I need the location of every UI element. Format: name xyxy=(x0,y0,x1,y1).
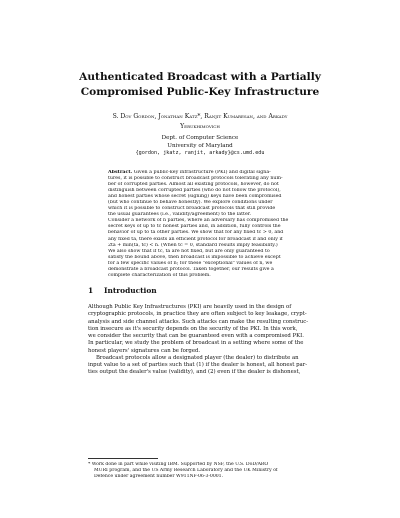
abstract-line: which it is possible to construct broadcast protocols that still provide xyxy=(108,206,276,212)
footnote-rule xyxy=(88,458,158,459)
affiliation-university: University of Maryland xyxy=(167,142,233,149)
abstract-line: secret keys of up to tc honest parties and, in addition, fully controls the xyxy=(108,224,281,230)
body-line: cryptographic protocols, in practice they are often subject to key leakage, crypt- xyxy=(88,311,307,318)
author-line: S. Dov Gordon, Jonathan Katz*, Ranjit Kumaresan, and Arkady xyxy=(112,113,288,120)
abstract-block xyxy=(108,170,296,279)
footnote xyxy=(88,462,316,481)
abstract-text: Given a public-key infrastructure (PKI) and digital signa- xyxy=(133,170,271,175)
abstract-line: Consider a network of n parties, where an adversary has compromised the xyxy=(108,218,289,224)
affiliation xyxy=(100,135,300,158)
abstract-line: behavior of up to ta other parties. We show that for any fixed tc > 0, and xyxy=(108,230,284,236)
body-line: Although Public Key Infrastructures (PKI) are heavily used in the design of xyxy=(88,304,292,310)
abstract-line: satisfy the bound above, then broadcast is impossible to achieve except xyxy=(108,254,281,260)
body-line: ties output the dealer's value (validity), and (2) even if the dealer is dishonest, xyxy=(88,369,301,376)
abstract-line: distinguish between corrupted parties (who do not follow the protocol), xyxy=(108,188,281,194)
abstract-line: 2ta + min(ta, tc) < n. (When tc = 0, standard results imply feasibility.) xyxy=(108,242,278,248)
abstract-line: ber of corrupted parties. Almost all existing protocols, however, do not xyxy=(108,182,279,188)
section-number: 1 xyxy=(88,286,94,295)
abstract-line: the usual guarantees (i.e., validity/agreement) to the latter. xyxy=(108,212,252,218)
body-line: analysis and side channel attacks. Such attacks can make the resulting construc- xyxy=(88,318,309,325)
body-line: In particular, we study the problem of broadcast in a setting where some of the xyxy=(88,340,304,347)
affiliation-dept: Dept. of Computer Science xyxy=(161,135,239,141)
section-title: Introduction xyxy=(104,286,157,295)
body-line: honest players' signatures can be forged. xyxy=(88,347,201,354)
intro-body xyxy=(88,304,316,377)
body-line: we consider the security that can be guaranteed even with a compromised PKI. xyxy=(88,333,304,339)
abstract-line: and honest parties whose secret (signing) keys have been compromised xyxy=(108,194,282,200)
abstract-line: demonstrate a broadcast protocol. Taken together, our results give a xyxy=(108,266,274,272)
body-line: tion insecure as it's security depends on the security of the PKI. In this work, xyxy=(88,325,298,332)
paper-title xyxy=(60,70,340,100)
title-line: Authenticated Broadcast with a Partially xyxy=(79,71,321,83)
abstract-line: tures, it is possible to construct broadcast protocols tolerating any num- xyxy=(108,176,283,182)
abstract-line: any fixed ta, there exists an efficient protocol for broadcast if and only if xyxy=(108,236,283,242)
abstract-line: (but who continue to behave honestly). We explore conditions under xyxy=(108,200,273,206)
footnote-line: MURI program, and the US Army Research Laboratory and the UK Ministry of xyxy=(94,468,278,474)
abstract-line: for a few specific values of n; for these "exceptional" values of n, we xyxy=(108,260,273,266)
author-list xyxy=(66,112,334,131)
footnote-line: * Work done in part while visiting IBM. Supported by NSF, the U.S. DoD/ARO xyxy=(88,462,269,467)
body-line: input value to a set of parties such that (1) if the dealer is honest, all honest par- xyxy=(88,362,308,368)
affiliation-emails: {gordon, jkatz, ranjit, arkady}@cs.umd.edu xyxy=(135,150,265,157)
title-line: Compromised Public-Key Infrastructure xyxy=(80,86,320,98)
footnote-line: Defence under agreement number W911NF-06-3-0001. xyxy=(94,474,224,480)
section-heading xyxy=(88,286,157,295)
author-line: Yerukhimovich xyxy=(180,122,220,130)
abstract-line: We also show that if tc, ta are not fixed, but are only guaranteed to xyxy=(108,248,270,254)
body-line: Broadcast protocols allow a designated player (the dealer) to distribute an xyxy=(96,354,299,361)
abstract-label: Abstract. xyxy=(108,170,133,175)
abstract-line: complete characterization of this problem. xyxy=(108,272,211,278)
